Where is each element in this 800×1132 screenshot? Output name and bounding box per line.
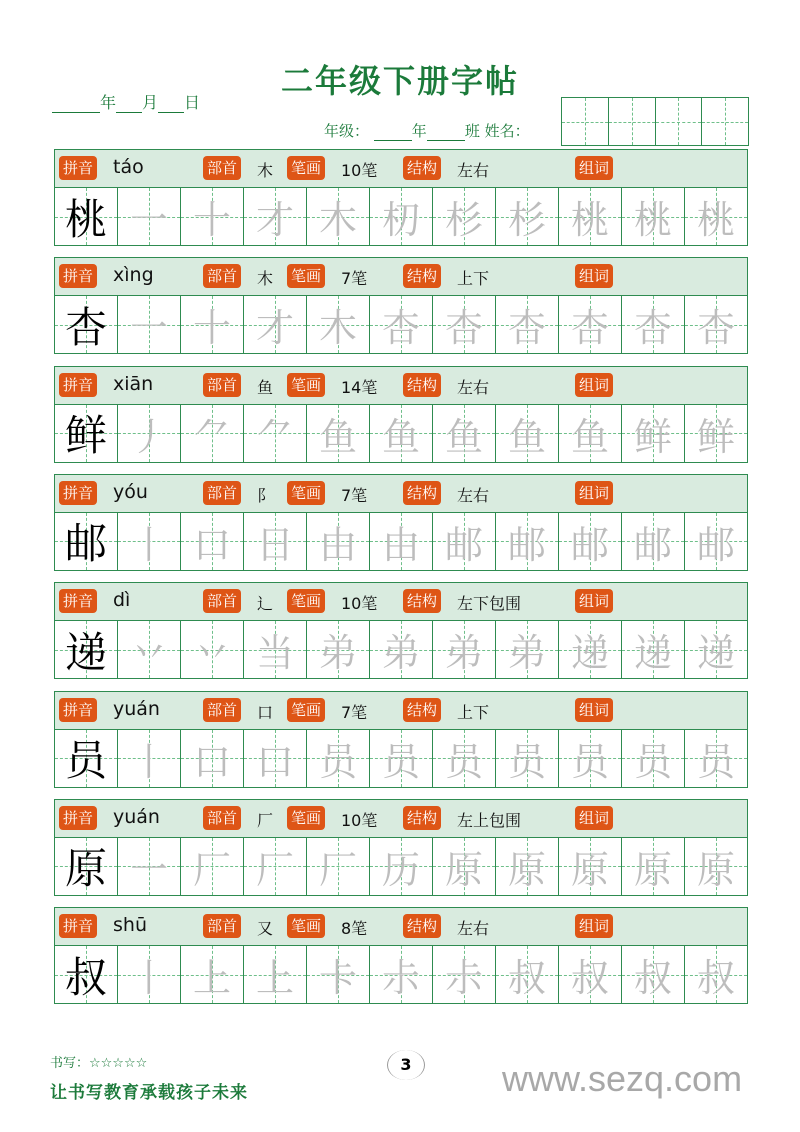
radical-value: 辶: [257, 594, 274, 614]
day-label: 日: [184, 93, 201, 112]
stroke-order-step: 弟: [444, 631, 483, 676]
month-blank[interactable]: [116, 96, 142, 113]
stroke-order-step: 一: [129, 847, 168, 892]
structure-value: 左右: [457, 377, 490, 397]
stroke-order-step: 鲜: [633, 414, 672, 459]
trace-cell[interactable]: [244, 730, 307, 787]
trace-cell[interactable]: [433, 946, 496, 1003]
model-character: [55, 188, 118, 245]
trace-cell[interactable]: [244, 946, 307, 1003]
trace-cell[interactable]: [370, 838, 433, 895]
radical-badge: 部首: [203, 589, 241, 613]
trace-cell[interactable]: [496, 513, 559, 570]
trace-cell[interactable]: [118, 621, 181, 678]
trace-cell[interactable]: [244, 188, 307, 245]
trace-cell[interactable]: [307, 621, 370, 678]
words-badge: 组词: [575, 481, 613, 505]
radical-badge: 部首: [203, 806, 241, 830]
stroke-order-step: 木: [318, 306, 357, 351]
day-blank[interactable]: [158, 96, 184, 113]
trace-cell[interactable]: [496, 405, 559, 462]
page-title: 二年级下册字帖: [280, 62, 519, 100]
trace-cell[interactable]: [685, 838, 747, 895]
stroke-order-step: 鱼: [570, 414, 609, 459]
pinyin-value: dì: [113, 589, 131, 612]
pinyin-value: xiān: [113, 372, 154, 395]
trace-cell[interactable]: [433, 838, 496, 895]
strokes-badge: 笔画: [287, 156, 325, 180]
stroke-order-step: 杏: [381, 306, 420, 351]
grade-label: 年级：: [324, 122, 370, 140]
month-label: 月: [142, 93, 159, 112]
char-block: [54, 691, 748, 788]
stroke-order-step: 叔: [570, 956, 609, 1001]
stroke-order-step: 鱼: [507, 414, 546, 459]
practice-grid: [54, 405, 748, 463]
words-badge: 组词: [575, 698, 613, 722]
practice-grid: [54, 946, 748, 1004]
pinyin-badge: 拼音: [59, 806, 97, 830]
trace-cell[interactable]: [496, 621, 559, 678]
char-block: [54, 582, 748, 679]
trace-cell[interactable]: [622, 188, 685, 245]
stroke-order-step: 桃: [570, 198, 609, 242]
radical-badge: 部首: [203, 481, 241, 505]
stroke-order-step: 一: [129, 198, 168, 242]
trace-cell[interactable]: [181, 188, 244, 245]
stroke-order-step: 鱼: [318, 414, 357, 459]
model-character: [55, 405, 118, 462]
strokes-value: 10笔: [341, 810, 378, 830]
trace-cell[interactable]: [118, 730, 181, 787]
structure-badge: 结构: [403, 373, 441, 397]
grade-blank[interactable]: [374, 126, 412, 141]
pinyin-value: yóu: [113, 480, 148, 503]
stroke-order-step: 口: [192, 522, 231, 567]
trace-cell[interactable]: [559, 296, 622, 353]
stroke-order-step: 员: [381, 739, 420, 784]
stroke-order-step: 原: [696, 847, 735, 892]
pinyin-badge: 拼音: [59, 698, 97, 722]
trace-cell[interactable]: [370, 946, 433, 1003]
strokes-value: 14笔: [341, 377, 378, 397]
trace-cell[interactable]: [622, 405, 685, 462]
stroke-order-step: 杉: [444, 198, 483, 242]
info-band: [54, 366, 748, 405]
stroke-order-step: 才: [255, 198, 294, 242]
trace-cell[interactable]: [559, 188, 622, 245]
structure-value: 左右: [457, 485, 490, 505]
trace-cell[interactable]: [181, 405, 244, 462]
trace-cell[interactable]: [622, 296, 685, 353]
slogan: 让书写教育承载孩子未来: [50, 1083, 248, 1103]
trace-cell[interactable]: [496, 188, 559, 245]
char-block: [54, 257, 748, 354]
stroke-order-step: 当: [255, 631, 294, 676]
trace-cell[interactable]: [559, 621, 622, 678]
stroke-order-step: 原: [507, 847, 546, 892]
trace-cell[interactable]: [685, 621, 747, 678]
structure-badge: 结构: [403, 698, 441, 722]
strokes-value: 7笔: [341, 702, 368, 722]
stroke-order-step: 十: [192, 198, 231, 242]
structure-value: 左右: [457, 919, 490, 939]
pinyin-badge: 拼音: [59, 264, 97, 288]
trace-cell[interactable]: [622, 513, 685, 570]
model-character-text: 员: [64, 736, 107, 785]
model-character-text: 原: [64, 844, 107, 894]
name-cell[interactable]: [702, 98, 748, 145]
info-band: [54, 149, 748, 188]
trace-cell[interactable]: [307, 405, 370, 462]
stroke-order-step: 员: [444, 739, 483, 784]
stroke-order-step: 弟: [507, 631, 546, 676]
words-badge: 组词: [575, 156, 613, 180]
radical-badge: 部首: [203, 373, 241, 397]
radical-value: 厂: [257, 810, 274, 830]
trace-cell[interactable]: [496, 838, 559, 895]
trace-cell[interactable]: [433, 730, 496, 787]
structure-value: 上下: [457, 702, 490, 722]
stroke-order-step: 原: [633, 847, 672, 892]
trace-cell[interactable]: [559, 838, 622, 895]
info-band: [54, 691, 748, 730]
stroke-order-step: 桃: [633, 198, 672, 242]
stroke-order-step: 丨: [129, 739, 168, 784]
site-watermark: www.sezq.com: [502, 1058, 743, 1099]
trace-cell[interactable]: [370, 513, 433, 570]
stroke-order-step: 杏: [633, 306, 672, 351]
char-block: [54, 474, 748, 571]
stroke-order-step: 丨: [129, 522, 168, 567]
stroke-order-step: 上: [255, 956, 294, 1001]
radical-badge: 部首: [203, 264, 241, 288]
pinyin-badge: 拼音: [59, 914, 97, 938]
stroke-order-step: 杏: [507, 306, 546, 351]
pinyin-badge: 拼音: [59, 156, 97, 180]
stroke-order-step: 厂: [255, 847, 294, 892]
stroke-order-step: 员: [696, 739, 735, 784]
stroke-order-step: 杏: [570, 306, 609, 351]
year-label: 年: [100, 93, 117, 112]
class-line: [324, 120, 530, 141]
char-block: [54, 366, 748, 463]
trace-cell[interactable]: [370, 296, 433, 353]
words-badge: 组词: [575, 373, 613, 397]
strokes-value: 10笔: [341, 594, 378, 614]
stroke-order-step: 朷: [381, 198, 420, 242]
stroke-order-step: 一: [129, 306, 168, 351]
pinyin-value: yuán: [113, 697, 160, 720]
practice-grid: [54, 188, 748, 246]
radical-value: 木: [257, 161, 274, 180]
char-block: [54, 799, 748, 896]
structure-badge: 结构: [403, 914, 441, 938]
class-blank[interactable]: [427, 126, 465, 141]
date-line: [52, 90, 200, 113]
stroke-order-step: 桃: [696, 198, 735, 242]
trace-cell[interactable]: [685, 296, 747, 353]
words-badge: 组词: [575, 264, 613, 288]
model-character: [55, 296, 118, 353]
trace-cell[interactable]: [685, 730, 747, 787]
info-band: [54, 907, 748, 946]
structure-badge: 结构: [403, 806, 441, 830]
radical-badge: 部首: [203, 156, 241, 180]
stroke-order-step: 邮: [444, 522, 483, 567]
stroke-order-step: 原: [570, 847, 609, 892]
trace-cell[interactable]: [622, 838, 685, 895]
trace-cell[interactable]: [685, 513, 747, 570]
strokes-value: 7笔: [341, 269, 368, 289]
trace-cell[interactable]: [559, 946, 622, 1003]
trace-cell[interactable]: [118, 838, 181, 895]
strokes-badge: 笔画: [287, 698, 325, 722]
trace-cell[interactable]: [307, 838, 370, 895]
trace-cell[interactable]: [559, 405, 622, 462]
practice-grid: [54, 621, 748, 679]
stroke-order-step: 口: [192, 739, 231, 784]
stroke-order-step: 由: [381, 522, 420, 567]
trace-cell[interactable]: [307, 946, 370, 1003]
stroke-order-step: 员: [318, 739, 357, 784]
stroke-order-step: 杏: [696, 306, 735, 351]
structure-badge: 结构: [403, 264, 441, 288]
trace-cell[interactable]: [622, 946, 685, 1003]
name-cell[interactable]: [609, 98, 656, 145]
strokes-badge: 笔画: [287, 481, 325, 505]
trace-cell[interactable]: [181, 946, 244, 1003]
trace-cell[interactable]: [433, 513, 496, 570]
page-number: 3: [387, 1050, 425, 1080]
stroke-order-step: 由: [318, 522, 357, 567]
radical-value: 口: [257, 702, 274, 722]
trace-cell[interactable]: [496, 730, 559, 787]
trace-cell[interactable]: [181, 838, 244, 895]
radical-value: 又: [257, 919, 274, 939]
name-label: 姓名：: [484, 122, 530, 140]
stroke-order-step: 叔: [696, 956, 735, 1001]
pinyin-badge: 拼音: [59, 589, 97, 613]
trace-cell[interactable]: [118, 296, 181, 353]
trace-cell[interactable]: [622, 621, 685, 678]
stroke-order-step: 厂: [318, 847, 357, 892]
trace-cell[interactable]: [433, 621, 496, 678]
info-band: [54, 799, 748, 838]
pinyin-value: táo: [113, 156, 144, 178]
radical-value: 阝: [257, 485, 274, 505]
stroke-order-step: 上: [192, 956, 231, 1001]
stroke-order-step: 尗: [381, 956, 420, 1001]
stroke-order-step: 鲜: [696, 414, 735, 459]
model-character-text: 邮: [64, 519, 107, 569]
practice-grid: [54, 838, 748, 896]
strokes-value: 7笔: [341, 485, 368, 505]
trace-cell[interactable]: [244, 296, 307, 353]
trace-cell[interactable]: [118, 513, 181, 570]
stroke-order-step: 员: [633, 739, 672, 784]
model-character: [55, 621, 118, 678]
trace-cell[interactable]: [244, 838, 307, 895]
char-block: [54, 907, 748, 1004]
stroke-order-step: ⺈: [255, 414, 294, 459]
stroke-order-step: 丷: [129, 631, 168, 676]
strokes-badge: 笔画: [287, 373, 325, 397]
trace-cell[interactable]: [181, 513, 244, 570]
grade-year-label: 年: [411, 122, 427, 140]
trace-cell[interactable]: [118, 188, 181, 245]
stroke-order-step: 递: [633, 631, 672, 676]
name-cell[interactable]: [562, 98, 609, 145]
radical-badge: 部首: [203, 698, 241, 722]
stroke-order-step: 杏: [444, 306, 483, 351]
info-band: [54, 257, 748, 296]
stroke-order-step: 递: [696, 631, 735, 676]
info-band: [54, 474, 748, 513]
structure-value: 上下: [457, 269, 490, 289]
trace-cell[interactable]: [118, 946, 181, 1003]
trace-cell[interactable]: [244, 405, 307, 462]
stroke-order-step: 邮: [696, 522, 735, 567]
trace-cell[interactable]: [370, 621, 433, 678]
stroke-order-step: 原: [444, 847, 483, 892]
strokes-badge: 笔画: [287, 264, 325, 288]
stroke-order-step: 尗: [444, 956, 483, 1001]
trace-cell[interactable]: [307, 730, 370, 787]
model-character-text: 桃: [64, 194, 107, 244]
rating: 书写：☆☆☆☆☆: [50, 1056, 148, 1071]
stroke-order-step: 弟: [318, 631, 357, 676]
strokes-value: 8笔: [341, 919, 368, 939]
stroke-order-step: 递: [570, 631, 609, 676]
stroke-order-step: 才: [255, 306, 294, 351]
stroke-order-step: 口: [255, 739, 294, 784]
trace-cell[interactable]: [307, 188, 370, 245]
stroke-order-step: 卡: [318, 956, 357, 1001]
stroke-order-step: 历: [381, 847, 420, 892]
model-character: [55, 838, 118, 895]
trace-cell[interactable]: [433, 188, 496, 245]
radical-value: 鱼: [257, 377, 274, 397]
name-cell[interactable]: [656, 98, 703, 145]
structure-badge: 结构: [403, 589, 441, 613]
model-character-text: 杏: [64, 302, 107, 352]
stroke-order-step: 邮: [570, 522, 609, 567]
trace-cell[interactable]: [370, 730, 433, 787]
practice-grid: [54, 296, 748, 354]
words-badge: 组词: [575, 914, 613, 938]
radical-badge: 部首: [203, 914, 241, 938]
structure-value: 左下包围: [457, 594, 522, 614]
model-character: [55, 513, 118, 570]
trace-cell[interactable]: [181, 621, 244, 678]
info-band: [54, 582, 748, 621]
trace-cell[interactable]: [685, 946, 747, 1003]
class-label: 班: [464, 122, 480, 140]
structure-value: 左右: [457, 161, 490, 180]
radical-value: 木: [257, 269, 274, 289]
name-grid[interactable]: [561, 97, 749, 146]
strokes-badge: 笔画: [287, 806, 325, 830]
trace-cell[interactable]: [307, 513, 370, 570]
trace-cell[interactable]: [370, 405, 433, 462]
trace-cell[interactable]: [496, 296, 559, 353]
trace-cell[interactable]: [433, 405, 496, 462]
strokes-badge: 笔画: [287, 589, 325, 613]
stroke-order-step: 员: [570, 739, 609, 784]
stroke-order-step: 鱼: [444, 414, 483, 459]
trace-cell[interactable]: [433, 296, 496, 353]
pinyin-value: xìng: [113, 264, 154, 287]
trace-cell[interactable]: [181, 730, 244, 787]
strokes-badge: 笔画: [287, 914, 325, 938]
trace-cell[interactable]: [559, 730, 622, 787]
stroke-order-step: 邮: [507, 522, 546, 567]
model-character-text: 叔: [64, 952, 107, 1002]
stroke-order-step: 杉: [507, 198, 546, 242]
stroke-order-step: 丿: [129, 414, 168, 459]
practice-grid: [54, 730, 748, 788]
year-blank[interactable]: [52, 96, 100, 113]
stroke-order-step: 叔: [633, 956, 672, 1001]
words-badge: 组词: [575, 589, 613, 613]
trace-cell[interactable]: [118, 405, 181, 462]
stroke-order-step: 木: [318, 198, 357, 242]
stroke-order-step: 日: [255, 522, 294, 567]
model-character-text: 递: [64, 627, 107, 677]
trace-cell[interactable]: [181, 296, 244, 353]
model-character-text: 鲜: [64, 411, 107, 461]
trace-cell[interactable]: [244, 513, 307, 570]
model-character: [55, 730, 118, 787]
trace-cell[interactable]: [370, 188, 433, 245]
trace-cell[interactable]: [622, 730, 685, 787]
strokes-value: 10笔: [341, 161, 378, 180]
words-badge: 组词: [575, 806, 613, 830]
pinyin-value: yuán: [113, 805, 160, 828]
structure-badge: 结构: [403, 156, 441, 180]
stroke-order-step: 鱼: [381, 414, 420, 459]
structure-value: 左上包围: [457, 810, 522, 830]
pinyin-badge: 拼音: [59, 481, 97, 505]
stroke-order-step: 叔: [507, 956, 546, 1001]
char-block: [54, 149, 748, 246]
trace-cell[interactable]: [559, 513, 622, 570]
structure-badge: 结构: [403, 481, 441, 505]
trace-cell[interactable]: [496, 946, 559, 1003]
trace-cell[interactable]: [685, 188, 747, 245]
pinyin-value: shū: [113, 914, 147, 937]
pinyin-badge: 拼音: [59, 373, 97, 397]
practice-grid: [54, 513, 748, 571]
trace-cell[interactable]: [685, 405, 747, 462]
stroke-order-step: ⺈: [192, 414, 231, 459]
stroke-order-step: 十: [192, 306, 231, 351]
model-character: [55, 946, 118, 1003]
stroke-order-step: 丷: [192, 631, 231, 676]
stroke-order-step: 员: [507, 739, 546, 784]
trace-cell[interactable]: [307, 296, 370, 353]
stroke-order-step: 弟: [381, 631, 420, 676]
stroke-order-step: 邮: [633, 522, 672, 567]
stroke-order-step: 厂: [192, 847, 231, 892]
trace-cell[interactable]: [244, 621, 307, 678]
stroke-order-step: 丨: [129, 956, 168, 1001]
